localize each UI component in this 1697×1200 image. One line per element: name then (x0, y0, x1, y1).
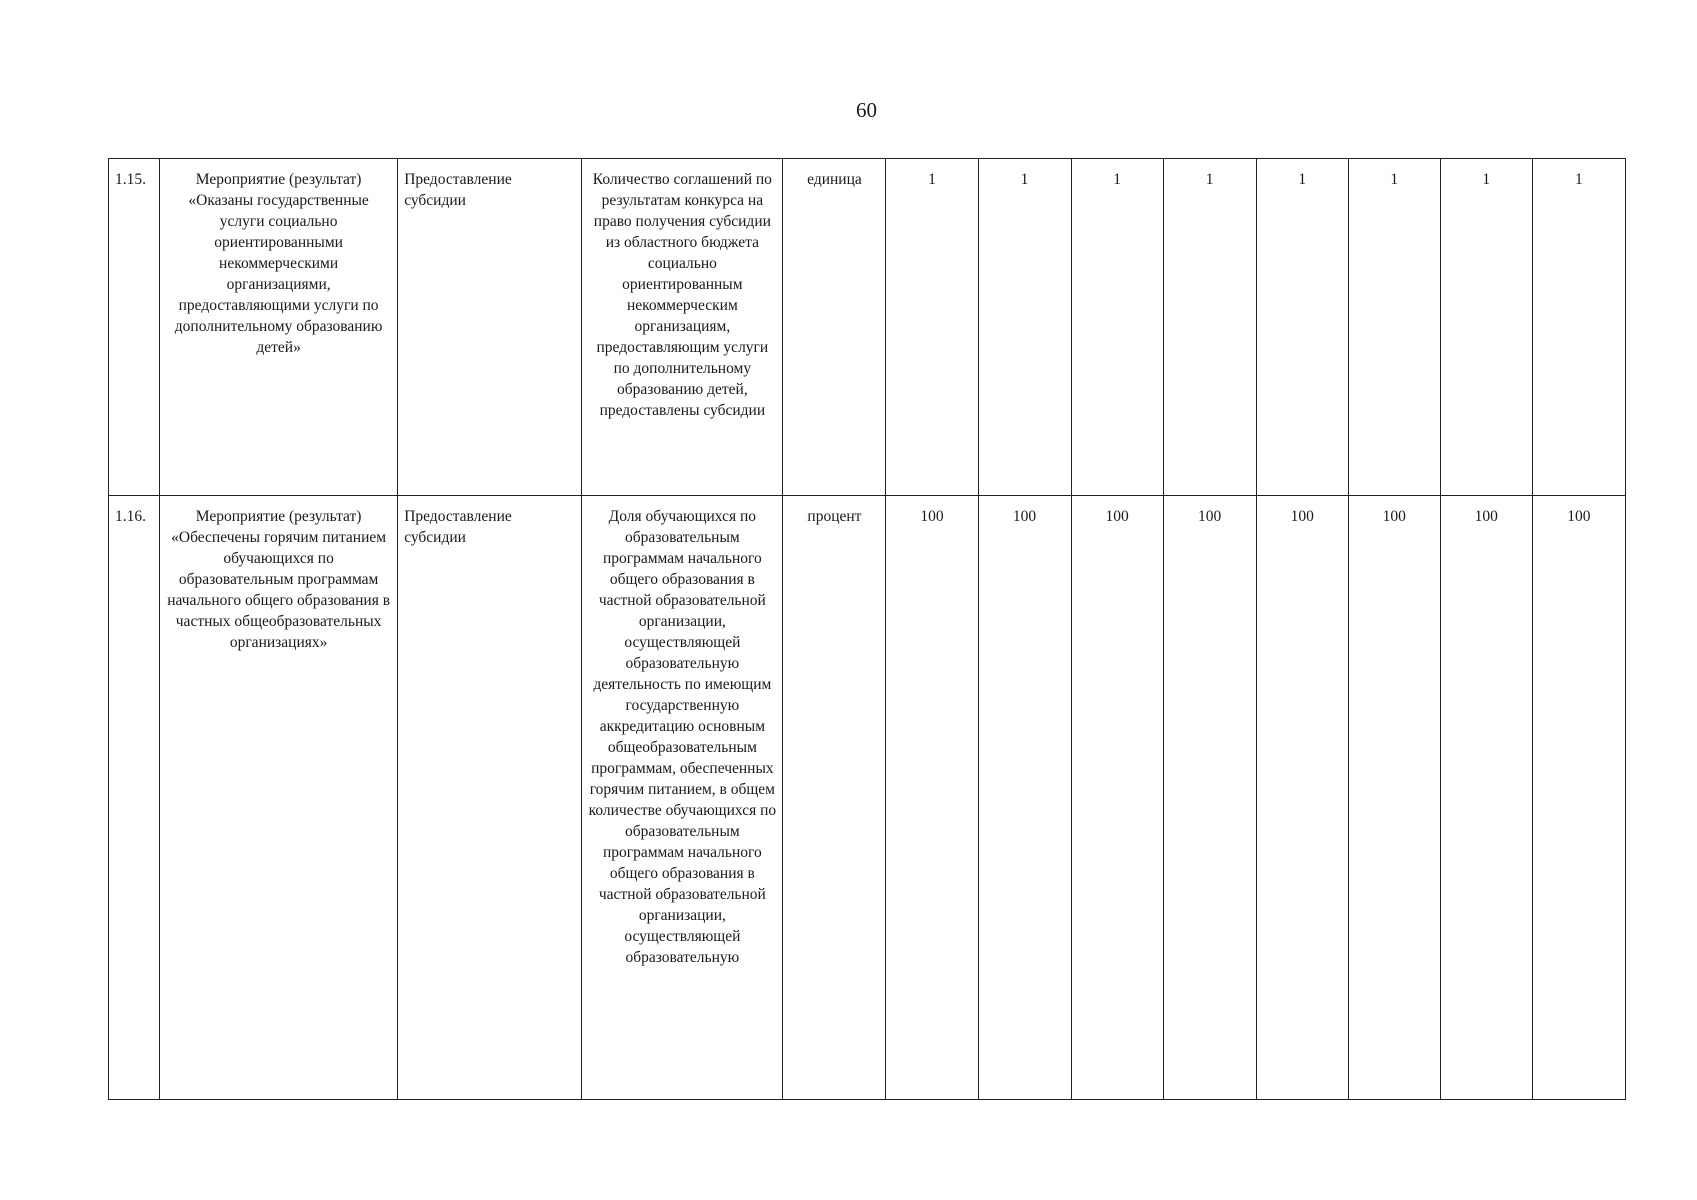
row-number: 1.15. (109, 159, 160, 496)
value-cell: 100 (886, 496, 978, 1100)
value-cell: 100 (1071, 496, 1163, 1100)
value-cell: 100 (1440, 496, 1532, 1100)
page-number: 60 (856, 98, 877, 122)
unit-of-measure: процент (783, 496, 886, 1100)
value-cell: 100 (1163, 496, 1256, 1100)
value-cell: 100 (1348, 496, 1440, 1100)
value-cell: 1 (1440, 159, 1532, 496)
table-row (109, 159, 1626, 496)
value-cell: 100 (978, 496, 1071, 1100)
value-cell: 1 (1532, 159, 1625, 496)
indicator-description: Доля обучающихся по образовательным программам начального общего образования в частной образовательной организации, осуществляющей образовательную деятельность по имеющим государственную аккредитацию основным общеобразовательным программам, обеспеченных горячим питанием, в общем количестве обучающихся по образовательным программам начального общего образования в частной образовательной организации, осуществляющей образовательную (582, 496, 783, 1100)
measure-name: Мероприятие (результат) «Обеспечены горячим питанием обучающихся по образовательным программам начального общего образования в частных общеобразовательных организациях» (160, 496, 398, 1100)
value-cell: 1 (1071, 159, 1163, 496)
measure-type: Предоставление субсидии (398, 496, 582, 1100)
value-cell: 1 (978, 159, 1071, 496)
measure-type: Предоставление субсидии (398, 159, 582, 496)
indicator-description: Количество соглашений по результатам конкурса на право получения субсидии из областного бюджета социально ориентированным некоммерческим организациям, предоставляющим услуги по дополнительному образованию детей, предоставлены субсидии (582, 159, 783, 496)
value-cell: 100 (1532, 496, 1625, 1100)
unit-of-measure: единица (783, 159, 886, 496)
row-number: 1.16. (109, 496, 160, 1100)
measures-table (108, 158, 1626, 1100)
table-row (109, 496, 1626, 1100)
measure-name: Мероприятие (результат) «Оказаны государственные услуги социально ориентированными некоммерческими организациями, предоставляющими услуги по дополнительному образованию детей» (160, 159, 398, 496)
value-cell: 1 (1163, 159, 1256, 496)
value-cell: 100 (1256, 496, 1348, 1100)
value-cell: 1 (1348, 159, 1440, 496)
value-cell: 1 (886, 159, 978, 496)
value-cell: 1 (1256, 159, 1348, 496)
